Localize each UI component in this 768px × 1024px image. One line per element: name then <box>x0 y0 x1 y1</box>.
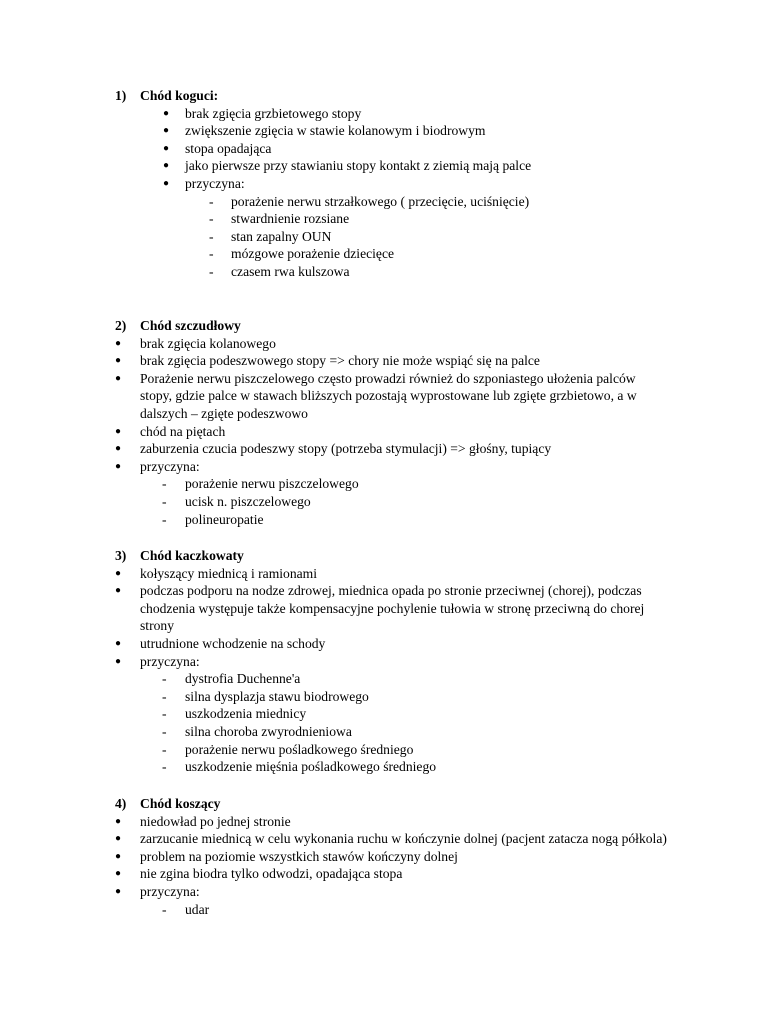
bullet-icon: ● <box>115 425 122 437</box>
cause-item: - porażenie nerwu piszczelowego <box>162 476 359 492</box>
section-heading <box>0 547 768 565</box>
bullet-icon: ● <box>115 372 122 384</box>
section-number: 1) <box>115 88 127 103</box>
dash-icon: - <box>162 723 167 739</box>
dash-icon: - <box>162 901 167 917</box>
bullet-icon: ● <box>115 567 122 579</box>
bullet-icon: ● <box>163 142 170 154</box>
list-item: ● niedowład po jednej stronie <box>115 813 291 829</box>
cause-item: - ucisk n. piszczelowego <box>162 493 311 509</box>
dash-icon: - <box>162 706 167 722</box>
list-item: ● nie zgina biodra tylko odwodzi, opadająca stopa <box>115 866 403 882</box>
section-chod-koszacy <box>0 795 768 918</box>
section-number: 4) <box>115 796 127 811</box>
section-heading <box>0 87 768 105</box>
cause-item: - dystrofia Duchenne'a <box>162 671 301 687</box>
list-item: ● kołyszący miednicą i ramionami <box>115 565 318 581</box>
bullet-icon: ● <box>115 637 122 649</box>
list-item: ● przyczyna: <box>163 175 245 191</box>
dash-icon: - <box>162 741 167 757</box>
list-item: ● brak zgięcia podeszwowego stopy => chory nie może wspiąć się na palce <box>115 353 540 369</box>
dash-icon: - <box>209 211 214 227</box>
cause-item: - mózgowe porażenie dziecięce <box>209 246 395 262</box>
list-item: ● zaburzenia czucia podeszwy stopy (potrzeba stymulacji) => głośny, tupiący <box>115 441 552 457</box>
cause-item: - uszkodzenie mięśnia pośladkowego średniego <box>162 759 437 775</box>
list-item: ● przyczyna: <box>115 653 200 669</box>
bullet-icon: ● <box>115 585 122 597</box>
section-title: Chód szczudłowy <box>140 318 241 333</box>
cause-item: - stwardnienie rozsiane <box>209 211 350 227</box>
section-title: Chód koszący <box>140 796 221 811</box>
dash-icon: - <box>209 228 214 244</box>
section-number: 3) <box>115 548 127 563</box>
dash-icon: - <box>162 476 167 492</box>
dash-icon: - <box>209 193 214 209</box>
dash-icon: - <box>209 263 214 279</box>
bullet-icon: ● <box>115 655 122 667</box>
bullet-icon: ● <box>163 160 170 172</box>
bullet-icon: ● <box>115 460 122 472</box>
dash-icon: - <box>162 688 167 704</box>
bullet-icon: ● <box>115 815 122 827</box>
list-item: ● jako pierwsze przy stawianiu stopy kontakt z ziemią mają palce <box>163 158 532 174</box>
section-chod-kaczkowaty <box>0 547 768 776</box>
bullet-icon: ● <box>115 355 122 367</box>
list-item: ● chód na piętach <box>115 423 226 439</box>
list-item: ● przyczyna: <box>115 458 200 474</box>
cause-item: - porażenie nerwu strzałkowego ( przecięcie, uciśnięcie) <box>209 193 530 209</box>
list-item: ● brak zgięcia kolanowego <box>115 335 276 351</box>
dash-icon: - <box>162 493 167 509</box>
bullet-icon: ● <box>115 337 122 349</box>
list-item: ● podczas podporu na nodze zdrowej, miednica opada po stronie przeciwnej (chorej), podczas chodzenia występuje także kompensacyjne pochylenie tułowia w stronę przeciwną do chorej strony <box>115 583 645 634</box>
cause-item: - porażenie nerwu pośladkowego średniego <box>162 741 414 757</box>
bullet-icon: ● <box>163 107 170 119</box>
section-title: Chód kaczkowaty <box>140 548 244 563</box>
list-item: ● utrudnione wchodzenie na schody <box>115 635 326 651</box>
list-item: ● stopa opadająca <box>163 140 272 156</box>
bullet-icon: ● <box>115 833 122 845</box>
bullet-icon: ● <box>115 443 122 455</box>
section-chod-szczudlowy <box>0 317 768 528</box>
list-item: ● Porażenie nerwu piszczelowego często prowadzi również do szponiastego ułożenia palców stopy, gdzie palce w stawach bliższych pozostają wyprostowane lub zgięte grzbietowo, a w dalszych – zgięte podeszwowo <box>115 370 637 421</box>
bullet-icon: ● <box>115 885 122 897</box>
section-heading <box>0 795 768 813</box>
bullet-icon: ● <box>163 125 170 137</box>
section-heading <box>0 317 768 335</box>
list-item: ● zarzucanie miednicą w celu wykonania ruchu w kończynie dolnej (pacjent zatacza nogą półkola) <box>115 831 667 847</box>
list-item: ● brak zgięcia grzbietowego stopy <box>163 105 362 121</box>
bullet-icon: ● <box>115 850 122 862</box>
list-item: ● zwiększenie zgięcia w stawie kolanowym i biodrowym <box>163 123 486 139</box>
cause-item: - stan zapalny OUN <box>209 228 332 244</box>
list-item: ● przyczyna: <box>115 883 200 899</box>
dash-icon: - <box>162 759 167 775</box>
list-item: ● problem na poziomie wszystkich stawów kończyny dolnej <box>115 848 458 864</box>
cause-item: - uszkodzenia miednicy <box>162 706 307 722</box>
cause-item: - czasem rwa kulszowa <box>209 263 350 279</box>
cause-item: - udar <box>162 901 210 917</box>
cause-item: - silna dysplazja stawu biodrowego <box>162 688 369 704</box>
dash-icon: - <box>162 671 167 687</box>
section-title: Chód koguci: <box>140 88 219 103</box>
bullet-icon: ● <box>163 177 170 189</box>
bullet-icon: ● <box>115 868 122 880</box>
section-number: 2) <box>115 318 127 333</box>
dash-icon: - <box>209 246 214 262</box>
cause-item: - silna choroba zwyrodnieniowa <box>162 723 352 739</box>
section-chod-koguci <box>0 87 768 281</box>
cause-item: - polineuropatie <box>162 511 264 527</box>
dash-icon: - <box>162 511 167 527</box>
